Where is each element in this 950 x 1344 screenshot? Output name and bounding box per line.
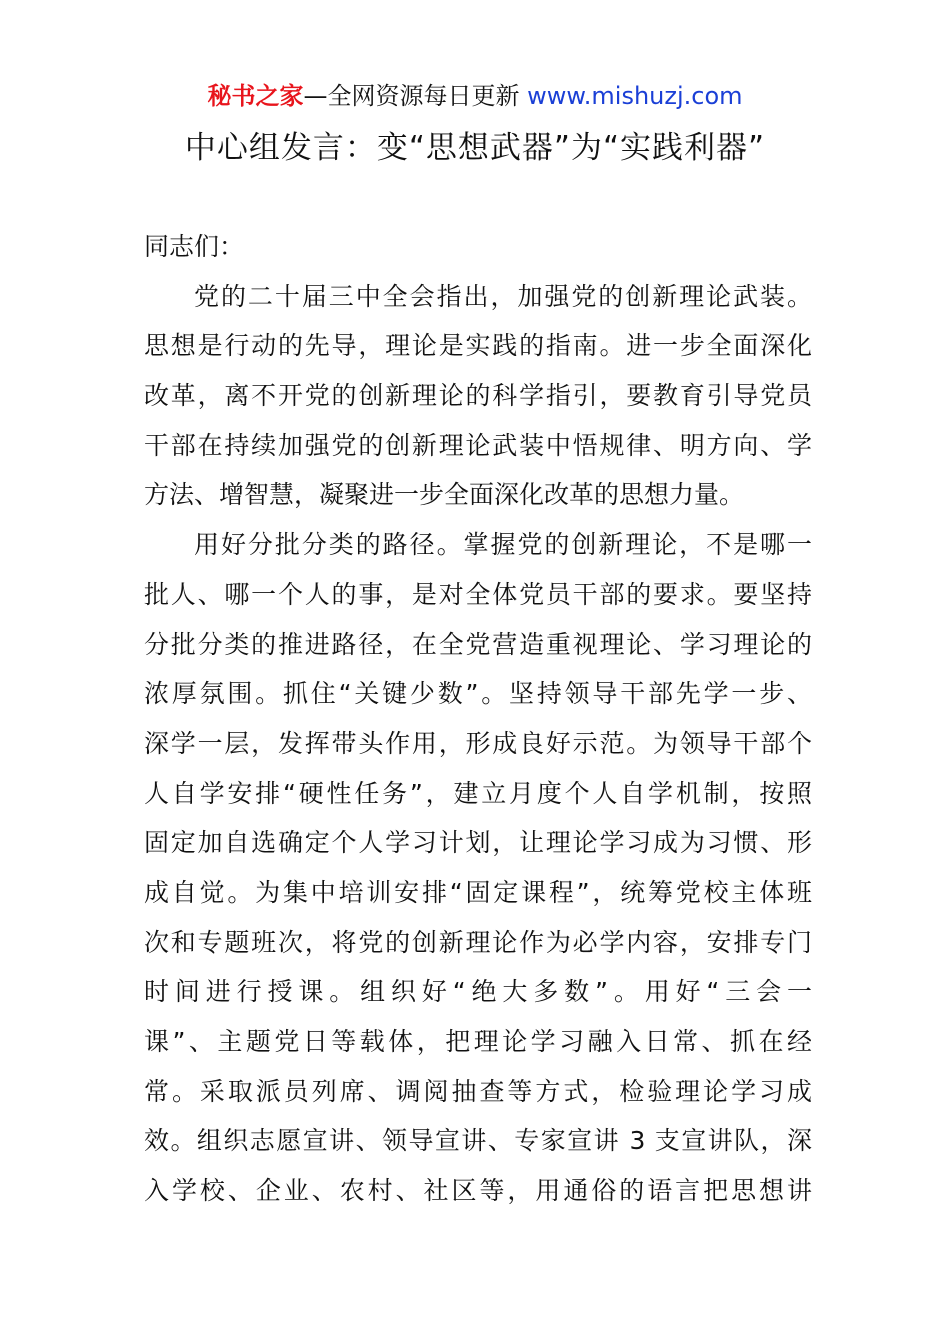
text-line: 时间进行授课。组织好“绝大多数”。用好“三会一	[144, 977, 812, 1007]
salutation: 同志们：	[144, 232, 245, 261]
site-url-link[interactable]: www.mishuzj.com	[527, 82, 743, 110]
document-body	[144, 222, 812, 1216]
text-line: 次和专题班次，将党的创新理论作为必学内容，安排专门	[144, 927, 812, 957]
header-slogan: —全网资源每日更新	[303, 82, 520, 110]
text-line: 课”、主题党日等载体，把理论学习融入日常、抓在经	[144, 1027, 812, 1056]
text-line: 干部在持续加强党的创新理论武装中悟规律、明方向、学	[144, 430, 812, 460]
document-title: 中心组发言：变“思想武器”为“实践利器”	[184, 130, 766, 166]
text-line: 固定加自选确定个人学习计划，让理论学习成为习惯、形	[144, 828, 812, 858]
text-line: 批人、哪一个人的事，是对全体党员干部的要求。要坚持	[144, 579, 812, 609]
text-line: 人自学安排“硬性任务”，建立月度个人自学机制，按照	[144, 778, 812, 808]
paragraph-2	[144, 520, 812, 1216]
text-line: 深学一层，发挥带头作用，形成良好示范。为领导干部个	[144, 728, 812, 758]
site-header	[0, 80, 950, 112]
brand-name: 秘书之家	[207, 82, 304, 110]
text-line: 方法、增智慧，凝聚进一步全面深化改革的思想力量。	[144, 480, 745, 510]
text-line: 成自觉。为集中培训安排“固定课程”，统筹党校主体班	[144, 877, 812, 907]
text-line: 效。组织志愿宣讲、领导宣讲、专家宣讲 3 支宣讲队，深	[144, 1126, 812, 1156]
text-line: 思想是行动的先导，理论是实践的指南。进一步全面深化	[144, 331, 812, 361]
text-line: 浓厚氛围。抓住“关键少数”。坚持领导干部先学一步、	[144, 679, 812, 709]
text-line: 常。采取派员列席、调阅抽查等方式，检验理论学习成	[144, 1076, 812, 1106]
text-line: 党的二十届三中全会指出，加强党的创新理论武装。	[194, 281, 812, 311]
text-line: 改革，离不开党的创新理论的科学指引，要教育引导党员	[144, 381, 812, 411]
text-line: 分批分类的推进路径，在全党营造重视理论、学习理论的	[144, 629, 812, 659]
text-line: 入学校、企业、农村、社区等，用通俗的语言把思想讲	[144, 1176, 812, 1206]
paragraph-1	[144, 272, 812, 520]
text-line: 用好分批分类的路径。掌握党的创新理论，不是哪一	[194, 530, 812, 560]
